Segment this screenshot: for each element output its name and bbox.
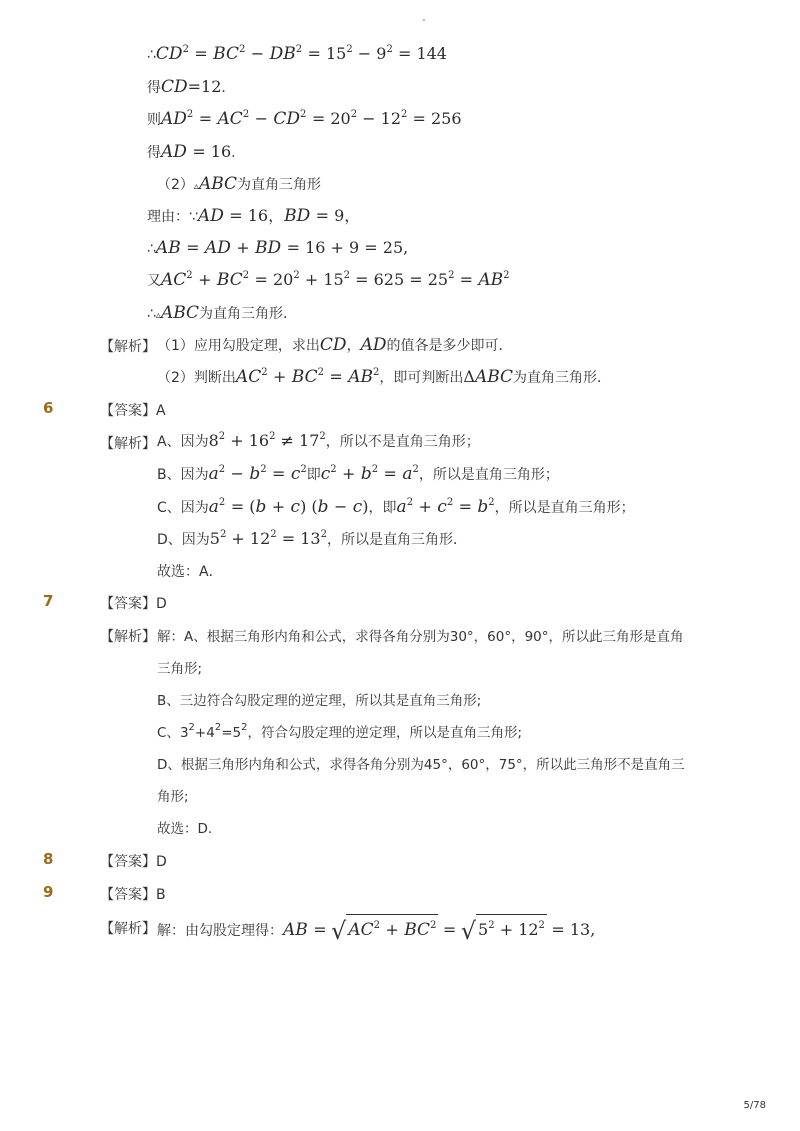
text: C、因为 (157, 500, 209, 516)
text: 为直角三角形． (199, 306, 298, 322)
therefore-symbol: ∴ (147, 306, 156, 322)
text: A、因为 (157, 434, 209, 450)
text: ，符合勾股定理的逆定理，所以是直角三角形; (247, 725, 523, 741)
math-expression: $AC^2 + BC^2 = 20^2 + 15^2 = 625 = 25^2 = AB^2$ (161, 270, 510, 290)
math-expression: $3^2+4^2=5^2$ (179, 722, 248, 741)
math-cd: CD=12 (161, 77, 222, 97)
text: 又 (147, 273, 161, 289)
answer-label-text: 【答案】 (100, 887, 156, 903)
q7-option-d-line2: 角形; (157, 789, 189, 805)
q6-option-c (157, 496, 635, 519)
text: 为直角三角形 (237, 177, 322, 193)
analysis-label: 【解析】 (100, 339, 156, 355)
math-expression: $AD^2 = AC^2 - CD^2 = 20^2 - 12^2 = 256$ (161, 109, 462, 129)
analysis-part1 (157, 334, 512, 357)
text: D、因为 (157, 532, 210, 548)
text: 得 (147, 145, 161, 161)
text: ，即 (368, 500, 397, 516)
q9-solution (157, 914, 595, 946)
text: C、 (157, 725, 180, 741)
line-cd-squared (147, 43, 447, 66)
math-expression: $8^2 + 16^2 \ne 17^2$ (208, 431, 326, 450)
answer-value: B (156, 887, 166, 903)
text: ，所以是直角三角形； (418, 467, 559, 483)
text: 即 (306, 467, 321, 483)
text: 则 (147, 112, 161, 128)
answer-value: D (156, 596, 167, 612)
math-triangle: ΔABC (463, 367, 514, 387)
answer-label (100, 884, 166, 904)
answer-label (100, 851, 167, 871)
math-expression: $a^2 = (b + c) (b - c)$ (208, 497, 369, 517)
analysis-label: 【解析】 (100, 436, 156, 452)
answer-label (100, 593, 167, 613)
q6-option-d (157, 528, 467, 551)
line-reason (147, 205, 360, 228)
math-expression: $a^2 - b^2 = c^2$ (208, 464, 307, 484)
q7-option-c (157, 722, 522, 744)
q6-option-b (157, 463, 559, 486)
answer-value: A (156, 403, 166, 419)
line-part2-heading (157, 173, 321, 198)
math-abc: ABC (198, 174, 238, 194)
line-ab-sum (147, 237, 408, 260)
text: B、因为 (157, 467, 209, 483)
answer-label-text: 【答案】 (100, 403, 156, 419)
result: = 13, (551, 920, 596, 939)
text: 得 (147, 80, 161, 96)
q6-choice: 故选：A． (157, 564, 223, 580)
triangle-symbol: ▵ (155, 310, 161, 321)
analysis-label: 【解析】 (100, 629, 156, 645)
text: （2）判断出 (157, 370, 236, 386)
text: ，所以是直角三角形． (326, 532, 467, 548)
math-expression: AB = AD + BD = 16 + 9 = 25, (155, 238, 409, 258)
math-ab-lhs: AB = (283, 920, 327, 940)
question-number: 6 (43, 399, 54, 417)
math-expression: $a^2 + c^2 = b^2$ (396, 497, 495, 517)
text: . (221, 80, 226, 96)
triangle-symbol: ▵ (193, 181, 199, 192)
text: ， (346, 338, 361, 354)
math-ad: AD = 16 (161, 142, 232, 162)
page-number: 5/78 (743, 1100, 766, 1111)
answer-label (100, 400, 166, 420)
math-ad: AD (360, 335, 387, 355)
analysis-label: 【解析】 (100, 921, 156, 937)
text: ，所以不是直角三角形； (325, 434, 480, 450)
math-expression: $5^2 + 12^2 = 13^2$ (209, 529, 327, 548)
text: 的值各是多少即可． (386, 338, 513, 354)
therefore-symbol: ∴ (147, 241, 156, 257)
q7-option-a-line2: 三角形; (157, 661, 203, 677)
text: （2） (157, 177, 194, 193)
q7-option-d-line1: D、根据三角形内角和公式，求得各角分别为45°，60°，75°，所以此三角形不是直角三 (157, 757, 685, 773)
therefore-symbol: ∴ (147, 47, 156, 63)
line-conclusion (147, 302, 297, 327)
answer-label-text: 【答案】 (100, 854, 156, 870)
sqrt-expression: √ $AC^2 + BC^2$ (331, 914, 438, 946)
text: 解：由勾股定理得： (157, 923, 283, 939)
q7-choice: 故选：D. (157, 821, 213, 837)
answer-value: D (156, 854, 167, 870)
q7-option-a-line1: 解：A、根据三角形内角和公式，求得各角分别为30°，60°，90°，所以此三角形是直角 (157, 629, 684, 645)
math-ad-bd: AD = 16，BD = 9， (197, 206, 361, 226)
question-number: 7 (43, 592, 54, 610)
text: 为直角三角形． (513, 370, 612, 386)
line-pythagoras-check (147, 269, 510, 292)
math-expression: $CD^2 = BC^2 - DB^2 = 15^2 - 9^2 = 144$ (155, 44, 447, 64)
math-abc: ABC (160, 303, 200, 323)
text: ，即可判断出 (379, 370, 464, 386)
answer-label-text: 【答案】 (100, 596, 156, 612)
q6-option-a (157, 430, 480, 453)
q7-option-b: B、三边符合勾股定理的逆定理，所以其是直角三角形; (157, 693, 482, 709)
top-mark: - (422, 15, 426, 26)
question-number: 8 (43, 850, 54, 868)
line-ad-value (147, 141, 236, 164)
sqrt-numbers: √ $5^2 + 12^2$ (461, 914, 547, 946)
equals: = (442, 920, 457, 939)
math-expression: $c^2 + b^2 = a^2$ (320, 464, 419, 484)
question-number: 9 (43, 883, 54, 901)
line-cd-value (147, 76, 226, 99)
text: . (231, 145, 236, 161)
text: 理由：∵ (147, 209, 198, 225)
analysis-part2 (157, 366, 611, 389)
text: ，所以是直角三角形； (494, 500, 635, 516)
math-cd: CD (319, 335, 347, 355)
text: （1）应用勾股定理，求出 (157, 338, 320, 354)
line-ad-squared (147, 108, 462, 131)
math-expression: $AC^2 + BC^2 = AB^2$ (235, 367, 380, 387)
